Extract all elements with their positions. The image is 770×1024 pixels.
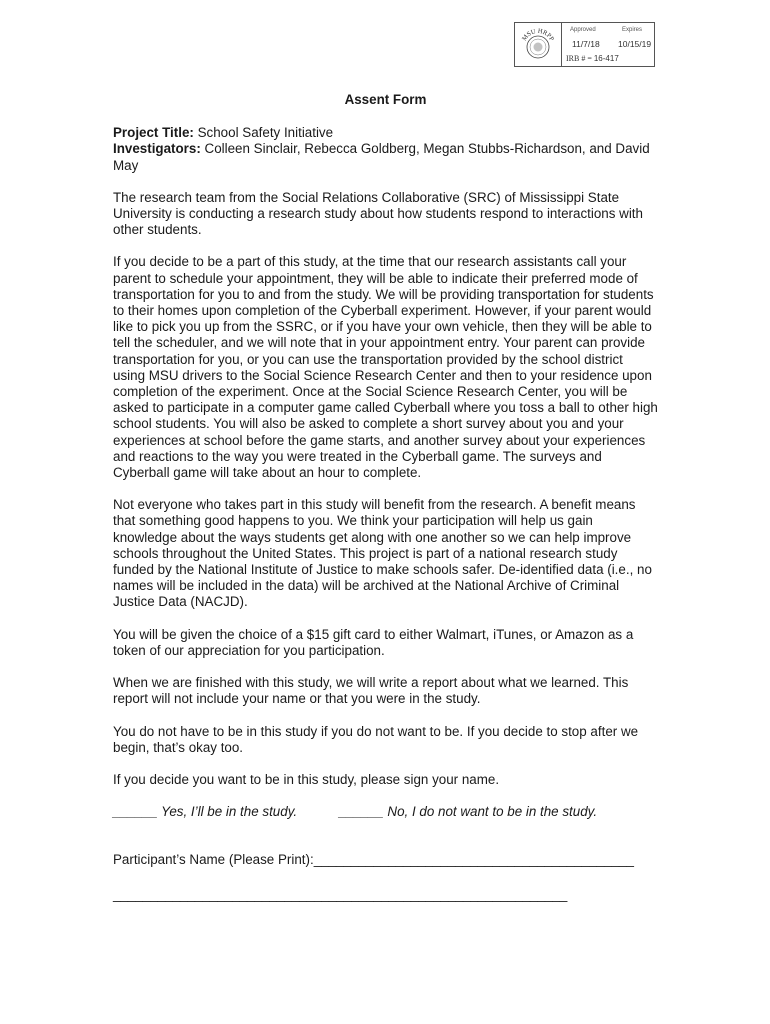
paragraph-compensation: You will be given the choice of a $15 gift card to either Walmart, iTunes, or Amazon as a token of our appreciation for you participation.: [113, 626, 634, 658]
participant-name-field[interactable]: Participant’s Name (Please Print):___________________________________________: [113, 852, 634, 868]
svg-text:MSU HRPP: [521, 27, 555, 42]
irb-approval-stamp: [514, 22, 655, 67]
project-title: School Safety Initiative: [197, 125, 334, 141]
form-title: Assent Form: [344, 92, 427, 107]
option-no[interactable]: ______ No, I do not want to be in the study.: [339, 804, 598, 820]
expires-date: 10/15/19: [618, 39, 652, 49]
seal-box: [515, 23, 562, 66]
approved-label: Approved: [570, 27, 596, 33]
paragraph-voluntary: You do not have to be in this study if you do not want to be. If you decide to stop after we begin, that’s okay too.: [113, 723, 639, 755]
project-title-line: [113, 125, 658, 141]
investigators-label: Investigators:: [113, 141, 201, 157]
investigators: Colleen Sinclair, Rebecca Goldberg, Megan Stubbs-Richardson, and David May: [113, 141, 650, 173]
paragraph-intro: The research team from the Social Relations Collaborative (SRC) of Mississippi State University is conducting a research study about how students respond to interactions with other students.: [113, 189, 643, 238]
stamp-details: [562, 23, 654, 66]
project-meta: [113, 125, 658, 174]
assent-form: [113, 92, 658, 916]
paragraph-benefits: Not everyone who takes part in this study will benefit from the research. A benefit means that something good happens to you. We think your participation will help us gain knowledge about the ways students get along with one another so we can help improve schools throughout the United States. This project is part of a national research study funded by the National Institute of Justice to make schools safer. De-identified data (i.e., no names will be included in the data) will be archived at the National Archive of Criminal Justice Data (NACJD).: [113, 497, 652, 610]
project-title-label: Project Title:: [113, 125, 194, 141]
expires-label: Expires: [622, 27, 643, 33]
paragraph-procedure: If you decide to be a part of this study, at the time that our research assistants call your parent to schedule your appointment, they will be able to indicate their preferred mode of transportation for you to and from the study. We will be providing transportation for students to their homes upon completion of the Cyberball experiment. However, if your parent would like to pick you up from the SSRC, or if you have your own vehicle, then they will be able to tell the scheduler, and we will note that in your appointment entry. Your parent can provide transportation for you, or you can use the transportation provided by the school district using MSU drivers to the Social Science Research Center and then to your residence upon completion of the experiment. Once at the Social Science Research Center, you will be asked to participate in a computer game called Cyberball where you toss a ball to other high school students. You will also be asked to complete a short survey about you and your experiences at school before the game starts, and another survey about your experiences and reactions to the way you were treated in the Cyberball game. The surveys and Cyberball game will take about an hour to complete.: [113, 254, 658, 481]
option-yes[interactable]: ______ Yes, I’ll be in the study.: [113, 804, 298, 820]
msu-hrpp-seal-icon: [518, 25, 558, 65]
approved-date: 11/7/18: [572, 39, 600, 49]
investigators-line: [113, 141, 658, 173]
seal-text: MSU HRPP: [520, 27, 556, 42]
signature-line[interactable]: _____________________________________________________________: [113, 886, 568, 902]
irb-label: IRB #: [566, 54, 586, 63]
paragraph-sign-instruction: If you decide you want to be in this study, please sign your name.: [113, 771, 500, 787]
consent-options: [113, 804, 658, 820]
irb-value: 16-417: [593, 54, 619, 63]
paragraph-report: When we are finished with this study, we will write a report about what we learned. This report will not include your name or that you were in the study.: [113, 675, 629, 707]
irb-number: IRB # = 16-417: [566, 54, 619, 63]
